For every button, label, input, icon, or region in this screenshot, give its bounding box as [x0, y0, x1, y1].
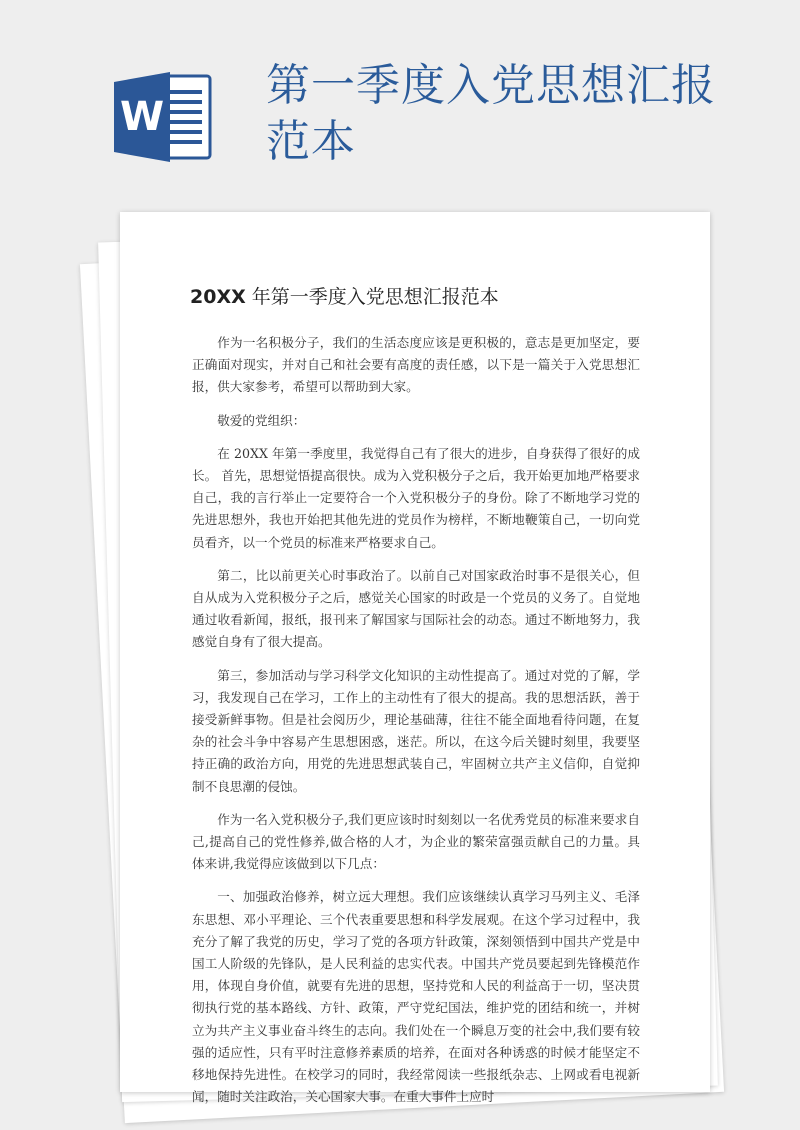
document-page	[120, 212, 710, 1105]
body-paragraph: 作为一名入党积极分子,我们更应该时时刻刻以一名优秀党员的标准来要求自己,提高自己的党性修养,做合格的人才，为企业的繁荣富强贡献自己的力量。具体来讲,我觉得应该做到以下几点：	[192, 811, 640, 872]
page-title-line2: 范本	[266, 116, 356, 167]
document-title	[190, 284, 499, 310]
page-title-line1: 第一季度入党思想汇报	[266, 60, 716, 111]
body-paragraph: 一、加强政治修养，树立远大理想。我们应该继续认真学习马列主义、毛泽东思想、邓小平理论、三个代表重要思想和科学发展观。在这个学习过程中，我充分了解了我党的历史，学习了党的各项方针政策，深刻领悟到中国共产党是中国工人阶级的先锋队，是人民利益的忠实代表。中国共产党员要起到先锋模范作用，体现自身价值，就要有先进的思想，坚持党和人民的利益高于一切，坚决贯彻执行党的基本路线、方针、政策，严守党纪国法，维护党的团结和统一，并树立为共产主义事业奋斗终生的志向。我们处在一个瞬息万变的社会中,我们要有较强的适应性，只有平时注意修养素质的培养，在面对各种诱惑的时候才能坚定不移地保持先进性。在校学习的同时，我经常阅读一些报纸杂志、上网或看电视新闻，随时关注政治，关心国家大事。在重大事件上应时	[192, 889, 640, 1105]
document-title-text: 年第一季度入党思想汇报范本	[245, 286, 499, 308]
salutation: 敬爱的党组织：	[217, 412, 306, 428]
intro-paragraph: 作为一名积极分子，我们的生活态度应该是更积极的，意志是更加坚定，要正确面对现实，并对自己和社会要有高度的责任感，以下是一篇关于入党思想汇报，供大家参考，希望可以帮助到大家。	[192, 335, 640, 395]
body-paragraph: 在 20XX 年第一季度里，我觉得自己有了很大的进步，自身获得了很好的成长。 首先，思想觉悟提高很快。成为入党积极分子之后，我开始更加地严格要求自己，我的言行举止一定要符合一个入党积极分子的身份。除了不断地学习党的先进思想外，我也开始把其他先进的党员作为榜样，不断地鞭策自己，一切向党员看齐，以一个党员的标准来严格要求自己。	[192, 445, 640, 550]
body-paragraph: 第三，参加活动与学习科学文化知识的主动性提高了。通过对党的了解，学习，我发现自己在学习，工作上的主动性有了很大的提高。我的思想活跃，善于接受新鲜事物。但是社会阅历少，理论基础薄，往往不能全面地看待问题，在复杂的社会斗争中容易产生思想困惑，迷茫。所以，在这今后关键时刻里，我要坚持正确的政治方向，用党的先进思想武装自己，牢固树立共产主义信仰，自觉抑制不良思潮的侵蚀。	[192, 667, 640, 794]
page-title	[266, 58, 766, 170]
body-paragraph: 第二，比以前更关心时事政治了。以前自己对国家政治时事不是很关心，但自从成为入党积极分子之后，感觉关心国家的时政是一个党员的义务了。自觉地通过收看新闻，报纸，报刊来了解国家与国际社会的动态。通过不断地努力，我感觉自身有了很大提高。	[192, 567, 640, 650]
document-body	[192, 332, 640, 1120]
header-banner	[0, 0, 800, 200]
word-icon-letter: W	[119, 94, 165, 140]
document-title-year: 20XX	[190, 286, 246, 308]
word-document-icon	[114, 72, 214, 162]
